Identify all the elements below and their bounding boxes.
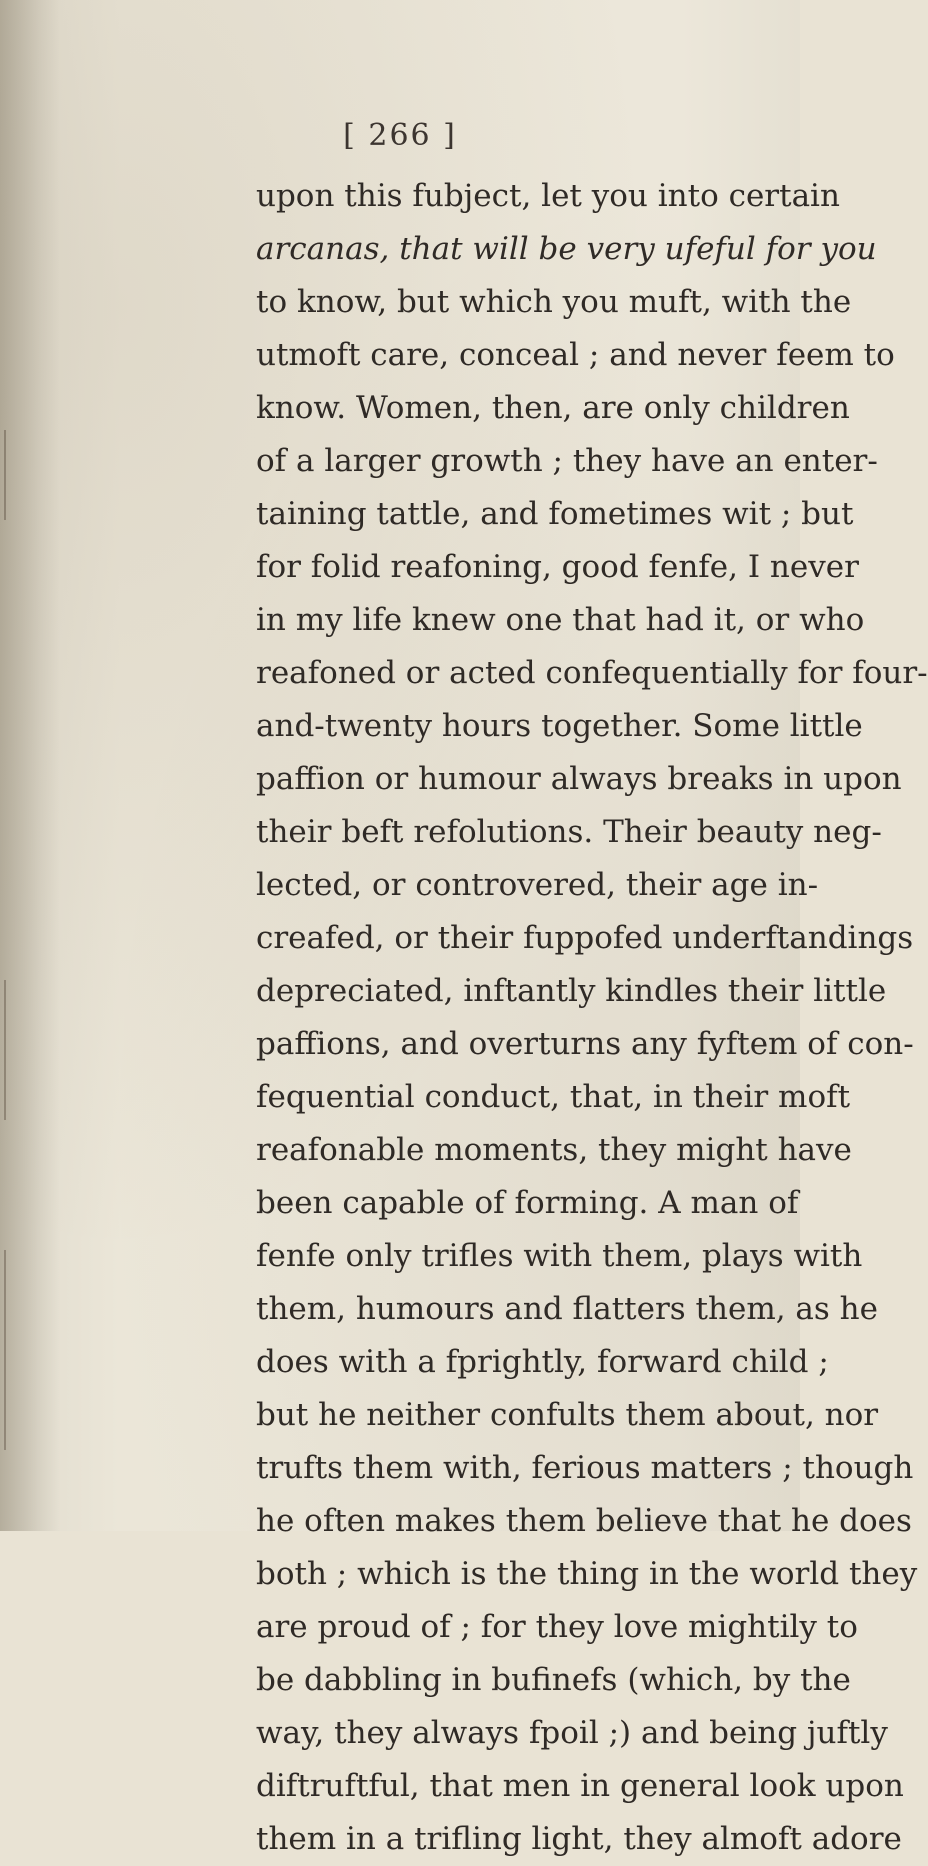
binding-edge-mark xyxy=(4,980,28,1120)
text-line: in my life knew one that had it, or who xyxy=(256,602,865,638)
text-line: but he neither confults them about, nor xyxy=(256,1397,879,1433)
binding-edge-mark xyxy=(4,1250,28,1450)
text-line: them in a trifling light, they almoft adore xyxy=(256,1821,902,1857)
text-line: fenfe only trifles with them, plays with xyxy=(256,1238,863,1274)
text-line: be dabbling in bufinefs (which, by the xyxy=(256,1662,851,1698)
text-line: them, humours and flatters them, as he xyxy=(256,1291,878,1327)
text-line: creafed, or their fuppofed underftandings xyxy=(256,920,914,956)
text-line: to know, but which you muft, with the xyxy=(256,284,852,320)
text-line: reafonable moments, they might have xyxy=(256,1132,852,1168)
text-line: and-twenty hours together. Some little xyxy=(256,708,863,744)
text-line: depreciated, inftantly kindles their little xyxy=(256,973,887,1009)
text-line: both ; which is the thing in the world they xyxy=(256,1556,918,1592)
text-line: their beft refolutions. Their beauty neg- xyxy=(256,814,882,850)
text-line: he often makes them believe that he does xyxy=(256,1503,912,1539)
text-line: does with a fprightly, forward child ; xyxy=(256,1344,829,1380)
text-line: are proud of ; for they love mightily to xyxy=(256,1609,858,1645)
text-line: utmoft care, conceal ; and never feem to xyxy=(256,337,895,373)
text-line: diftruftful, that men in general look upon xyxy=(256,1768,904,1804)
page-number: [ 266 ] xyxy=(343,118,457,153)
text-line: know. Women, then, are only children xyxy=(256,390,850,426)
text-line: of a larger growth ; they have an enter- xyxy=(256,443,878,479)
text-line: reafoned or acted confequentially for four- xyxy=(256,655,928,691)
text-line: arcanas, that will be very ufeful for you xyxy=(256,231,877,267)
text-line: paffion or humour always breaks in upon xyxy=(256,761,902,797)
text-line: lected, or controvered, their age in- xyxy=(256,867,819,903)
text-line: upon this fubject, let you into certain xyxy=(256,178,840,214)
binding-edge-mark xyxy=(4,430,28,520)
text-line: for folid reafoning, good fenfe, I never xyxy=(256,549,859,585)
text-line: way, they always fpoil ;) and being juftly xyxy=(256,1715,888,1751)
text-line: paffions, and overturns any fyftem of con- xyxy=(256,1026,914,1062)
text-line: trufts them with, ferious matters ; though xyxy=(256,1450,914,1486)
body-text xyxy=(256,170,928,1866)
text-line: been capable of forming. A man of xyxy=(256,1185,799,1221)
text-line: fequential conduct, that, in their moft xyxy=(256,1079,851,1115)
text-line: taining tattle, and fometimes wit ; but xyxy=(256,496,854,532)
